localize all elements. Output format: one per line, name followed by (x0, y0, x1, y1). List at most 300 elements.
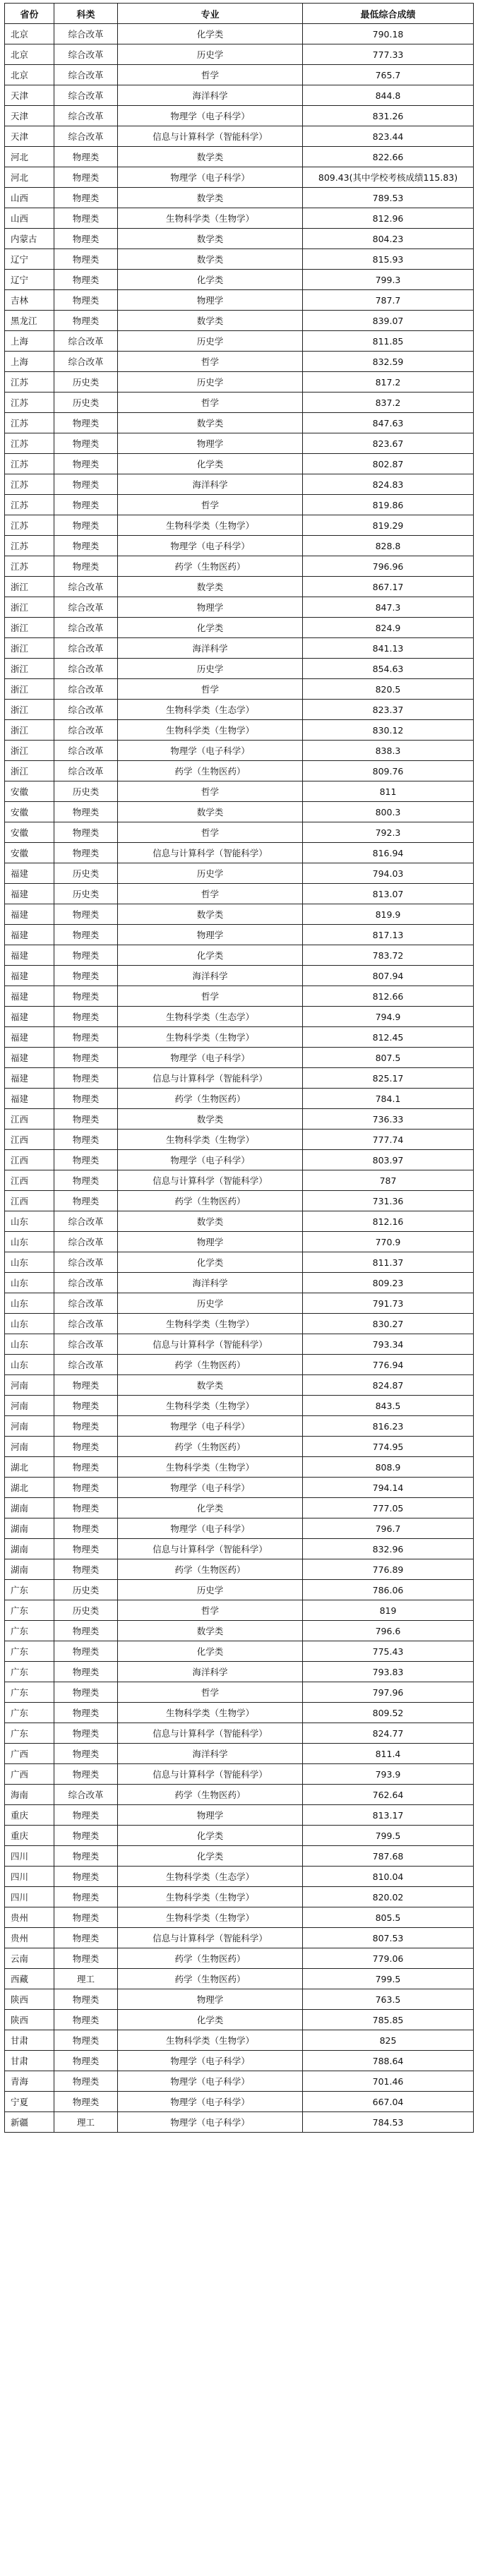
cell-province: 山西 (5, 208, 54, 229)
cell-category: 综合改革 (54, 659, 118, 679)
cell-major: 化学类 (118, 1252, 303, 1273)
cell-province: 黑龙江 (5, 311, 54, 331)
cell-category: 综合改革 (54, 1232, 118, 1252)
cell-min-score: 775.43 (303, 1641, 474, 1662)
header-category: 科类 (54, 4, 118, 24)
score-table (4, 3, 474, 2133)
cell-category: 物理类 (54, 1130, 118, 1150)
table-row (5, 188, 474, 208)
cell-major: 数学类 (118, 1621, 303, 1641)
cell-province: 广东 (5, 1662, 54, 1682)
cell-province: 河北 (5, 167, 54, 188)
cell-province: 广西 (5, 1764, 54, 1785)
header-min-score: 最低综合成绩 (303, 4, 474, 24)
cell-category: 物理类 (54, 1928, 118, 1948)
cell-major: 物理学（电子科学） (118, 1518, 303, 1539)
cell-major: 物理学（电子科学） (118, 1048, 303, 1068)
cell-category: 物理类 (54, 1191, 118, 1211)
cell-min-score: 844.8 (303, 85, 474, 106)
cell-category: 物理类 (54, 1518, 118, 1539)
cell-province: 北京 (5, 24, 54, 44)
table-row (5, 1785, 474, 1805)
table-row (5, 741, 474, 761)
cell-category: 物理类 (54, 1416, 118, 1437)
cell-category: 物理类 (54, 1662, 118, 1682)
cell-min-score: 832.96 (303, 1539, 474, 1559)
cell-category: 综合改革 (54, 597, 118, 618)
cell-province: 福建 (5, 1027, 54, 1048)
table-row (5, 1744, 474, 1764)
table-row (5, 638, 474, 659)
table-row (5, 802, 474, 822)
cell-category: 综合改革 (54, 24, 118, 44)
cell-min-score: 817.2 (303, 372, 474, 393)
table-row (5, 1007, 474, 1027)
cell-major: 物理学（电子科学） (118, 741, 303, 761)
cell-major: 生物科学类（生物学） (118, 1703, 303, 1723)
cell-major: 哲学 (118, 495, 303, 515)
cell-category: 物理类 (54, 1744, 118, 1764)
table-row (5, 597, 474, 618)
table-row (5, 1478, 474, 1498)
cell-min-score: 819.86 (303, 495, 474, 515)
cell-major: 药学（生物医药） (118, 761, 303, 781)
cell-category: 物理类 (54, 1048, 118, 1068)
cell-category: 综合改革 (54, 85, 118, 106)
cell-major: 生物科学类（生物学） (118, 1457, 303, 1478)
cell-major: 哲学 (118, 884, 303, 904)
cell-province: 浙江 (5, 577, 54, 597)
table-header-row (5, 4, 474, 24)
cell-major: 化学类 (118, 454, 303, 474)
cell-category: 综合改革 (54, 618, 118, 638)
table-row (5, 1989, 474, 2010)
table-row (5, 1089, 474, 1109)
table-row (5, 106, 474, 126)
cell-category: 物理类 (54, 290, 118, 311)
cell-province: 江苏 (5, 495, 54, 515)
cell-min-score: 794.9 (303, 1007, 474, 1027)
cell-province: 广西 (5, 1744, 54, 1764)
cell-major: 药学（生物医药） (118, 556, 303, 577)
cell-major: 海洋科学 (118, 966, 303, 986)
cell-province: 安徽 (5, 781, 54, 802)
cell-major: 物理学（电子科学） (118, 1150, 303, 1170)
cell-min-score: 796.7 (303, 1518, 474, 1539)
cell-min-score: 823.37 (303, 700, 474, 720)
cell-category: 物理类 (54, 1375, 118, 1396)
cell-category: 理工 (54, 2112, 118, 2133)
cell-min-score: 796.96 (303, 556, 474, 577)
cell-min-score: 799.3 (303, 270, 474, 290)
table-row (5, 515, 474, 536)
cell-category: 物理类 (54, 822, 118, 843)
cell-major: 数学类 (118, 311, 303, 331)
cell-min-score: 794.03 (303, 863, 474, 884)
cell-province: 江西 (5, 1109, 54, 1130)
cell-min-score: 822.66 (303, 147, 474, 167)
table-row (5, 577, 474, 597)
cell-category: 综合改革 (54, 65, 118, 85)
cell-province: 浙江 (5, 638, 54, 659)
table-row (5, 474, 474, 495)
cell-province: 江苏 (5, 536, 54, 556)
cell-min-score: 807.5 (303, 1048, 474, 1068)
cell-province: 江苏 (5, 556, 54, 577)
cell-province: 上海 (5, 352, 54, 372)
cell-major: 物理学 (118, 1232, 303, 1252)
cell-category: 物理类 (54, 433, 118, 454)
cell-category: 综合改革 (54, 1355, 118, 1375)
cell-major: 化学类 (118, 1846, 303, 1867)
cell-min-score: 854.63 (303, 659, 474, 679)
cell-province: 福建 (5, 1089, 54, 1109)
cell-province: 福建 (5, 904, 54, 925)
cell-min-score: 816.94 (303, 843, 474, 863)
cell-min-score: 774.95 (303, 1437, 474, 1457)
cell-min-score: 787.68 (303, 1846, 474, 1867)
cell-min-score: 794.14 (303, 1478, 474, 1498)
table-row (5, 44, 474, 65)
table-row (5, 1109, 474, 1130)
cell-province: 北京 (5, 65, 54, 85)
cell-major: 哲学 (118, 986, 303, 1007)
cell-min-score: 784.53 (303, 2112, 474, 2133)
cell-province: 吉林 (5, 290, 54, 311)
cell-major: 数学类 (118, 1109, 303, 1130)
cell-min-score: 787.7 (303, 290, 474, 311)
table-row (5, 761, 474, 781)
cell-province: 广东 (5, 1723, 54, 1744)
table-row (5, 536, 474, 556)
cell-province: 宁夏 (5, 2092, 54, 2112)
cell-province: 山东 (5, 1334, 54, 1355)
cell-min-score: 776.94 (303, 1355, 474, 1375)
table-row (5, 2112, 474, 2133)
cell-major: 哲学 (118, 679, 303, 700)
cell-min-score: 800.3 (303, 802, 474, 822)
cell-major: 数学类 (118, 1211, 303, 1232)
table-row (5, 659, 474, 679)
cell-major: 哲学 (118, 822, 303, 843)
cell-category: 综合改革 (54, 761, 118, 781)
table-row (5, 1048, 474, 1068)
table-row (5, 1170, 474, 1191)
cell-category: 综合改革 (54, 1314, 118, 1334)
cell-min-score: 825.17 (303, 1068, 474, 1089)
cell-min-score: 867.17 (303, 577, 474, 597)
cell-min-score: 823.67 (303, 433, 474, 454)
table-row (5, 331, 474, 352)
cell-province: 广东 (5, 1621, 54, 1641)
cell-category: 物理类 (54, 249, 118, 270)
cell-province: 天津 (5, 85, 54, 106)
cell-min-score: 847.3 (303, 597, 474, 618)
cell-major: 生物科学类（生物学） (118, 2030, 303, 2051)
cell-major: 数学类 (118, 188, 303, 208)
cell-category: 综合改革 (54, 1211, 118, 1232)
cell-min-score: 811.4 (303, 1744, 474, 1764)
cell-category: 综合改革 (54, 720, 118, 741)
cell-major: 生物科学类（生态学） (118, 1007, 303, 1027)
cell-province: 浙江 (5, 761, 54, 781)
cell-min-score: 816.23 (303, 1416, 474, 1437)
cell-major: 海洋科学 (118, 474, 303, 495)
cell-min-score: 847.63 (303, 413, 474, 433)
cell-category: 物理类 (54, 966, 118, 986)
table-row (5, 1375, 474, 1396)
cell-major: 物理学（电子科学） (118, 1478, 303, 1498)
cell-category: 物理类 (54, 147, 118, 167)
table-row (5, 413, 474, 433)
cell-category: 物理类 (54, 1989, 118, 2010)
cell-major: 药学（生物医药） (118, 1437, 303, 1457)
table-row (5, 1314, 474, 1334)
table-row (5, 700, 474, 720)
cell-province: 西藏 (5, 1969, 54, 1989)
cell-province: 广东 (5, 1600, 54, 1621)
cell-category: 物理类 (54, 1457, 118, 1478)
cell-province: 辽宁 (5, 249, 54, 270)
cell-category: 物理类 (54, 2030, 118, 2051)
cell-category: 物理类 (54, 188, 118, 208)
cell-province: 广东 (5, 1641, 54, 1662)
table-row (5, 24, 474, 44)
cell-major: 化学类 (118, 1641, 303, 1662)
cell-major: 生物科学类（生态学） (118, 1867, 303, 1887)
cell-category: 历史类 (54, 781, 118, 802)
cell-province: 甘肃 (5, 2030, 54, 2051)
cell-min-score: 779.06 (303, 1948, 474, 1969)
cell-min-score: 793.34 (303, 1334, 474, 1355)
cell-min-score: 803.97 (303, 1150, 474, 1170)
cell-major: 哲学 (118, 781, 303, 802)
cell-min-score: 792.3 (303, 822, 474, 843)
cell-category: 历史类 (54, 372, 118, 393)
cell-province: 江西 (5, 1150, 54, 1170)
cell-province: 海南 (5, 1785, 54, 1805)
cell-min-score: 812.16 (303, 1211, 474, 1232)
cell-category: 综合改革 (54, 126, 118, 147)
cell-major: 药学（生物医药） (118, 1785, 303, 1805)
cell-province: 山东 (5, 1232, 54, 1252)
cell-min-score: 762.64 (303, 1785, 474, 1805)
cell-major: 化学类 (118, 1498, 303, 1518)
table-row (5, 986, 474, 1007)
cell-min-score: 807.94 (303, 966, 474, 986)
cell-province: 安徽 (5, 822, 54, 843)
cell-major: 生物科学类（生物学） (118, 720, 303, 741)
cell-major: 海洋科学 (118, 85, 303, 106)
cell-min-score: 841.13 (303, 638, 474, 659)
table-row (5, 1252, 474, 1273)
cell-category: 综合改革 (54, 741, 118, 761)
table-row (5, 884, 474, 904)
cell-min-score: 812.96 (303, 208, 474, 229)
cell-min-score: 804.23 (303, 229, 474, 249)
cell-min-score: 797.96 (303, 1682, 474, 1703)
cell-category: 历史类 (54, 884, 118, 904)
cell-category: 物理类 (54, 208, 118, 229)
cell-province: 福建 (5, 966, 54, 986)
cell-major: 历史学 (118, 863, 303, 884)
cell-min-score: 837.2 (303, 393, 474, 413)
cell-min-score: 763.5 (303, 1989, 474, 2010)
table-row (5, 1191, 474, 1211)
cell-category: 物理类 (54, 1764, 118, 1785)
table-row (5, 1764, 474, 1785)
cell-major: 生物科学类（生物学） (118, 1027, 303, 1048)
table-row (5, 1355, 474, 1375)
cell-major: 生物科学类（生物学） (118, 515, 303, 536)
cell-province: 陕西 (5, 1989, 54, 2010)
cell-category: 物理类 (54, 1089, 118, 1109)
cell-province: 四川 (5, 1887, 54, 1907)
table-row (5, 1293, 474, 1314)
table-row (5, 1232, 474, 1252)
table-row (5, 1273, 474, 1293)
cell-province: 福建 (5, 1048, 54, 1068)
cell-major: 药学（生物医药） (118, 1355, 303, 1375)
cell-major: 物理学 (118, 433, 303, 454)
cell-category: 综合改革 (54, 1334, 118, 1355)
cell-category: 物理类 (54, 536, 118, 556)
cell-category: 物理类 (54, 270, 118, 290)
table-body (5, 24, 474, 2133)
cell-category: 物理类 (54, 1478, 118, 1498)
cell-min-score: 843.5 (303, 1396, 474, 1416)
cell-province: 贵州 (5, 1928, 54, 1948)
table-row (5, 843, 474, 863)
cell-category: 历史类 (54, 1580, 118, 1600)
cell-category: 物理类 (54, 1907, 118, 1928)
table-row (5, 433, 474, 454)
cell-category: 物理类 (54, 1641, 118, 1662)
cell-category: 物理类 (54, 1396, 118, 1416)
cell-province: 浙江 (5, 741, 54, 761)
cell-min-score: 777.05 (303, 1498, 474, 1518)
cell-major: 信息与计算科学（智能科学） (118, 1764, 303, 1785)
cell-major: 数学类 (118, 904, 303, 925)
cell-province: 重庆 (5, 1826, 54, 1846)
cell-province: 山东 (5, 1314, 54, 1334)
cell-min-score: 811.37 (303, 1252, 474, 1273)
cell-category: 物理类 (54, 167, 118, 188)
table-row (5, 966, 474, 986)
cell-major: 数学类 (118, 229, 303, 249)
cell-province: 河南 (5, 1437, 54, 1457)
table-row (5, 372, 474, 393)
cell-major: 化学类 (118, 618, 303, 638)
cell-min-score: 824.83 (303, 474, 474, 495)
cell-major: 物理学（电子科学） (118, 536, 303, 556)
table-row (5, 249, 474, 270)
table-row (5, 1907, 474, 1928)
cell-major: 信息与计算科学（智能科学） (118, 1723, 303, 1744)
cell-major: 海洋科学 (118, 1744, 303, 1764)
cell-province: 重庆 (5, 1805, 54, 1826)
cell-province: 天津 (5, 106, 54, 126)
cell-major: 海洋科学 (118, 1273, 303, 1293)
cell-province: 内蒙古 (5, 229, 54, 249)
cell-min-score: 799.5 (303, 1969, 474, 1989)
cell-category: 物理类 (54, 1948, 118, 1969)
cell-province: 浙江 (5, 720, 54, 741)
cell-min-score: 820.5 (303, 679, 474, 700)
table-row (5, 1621, 474, 1641)
cell-major: 化学类 (118, 24, 303, 44)
cell-major: 数学类 (118, 802, 303, 822)
cell-min-score: 815.93 (303, 249, 474, 270)
cell-min-score: 831.26 (303, 106, 474, 126)
table-row (5, 1027, 474, 1048)
table-row (5, 822, 474, 843)
cell-major: 物理学（电子科学） (118, 2051, 303, 2071)
table-row (5, 1518, 474, 1539)
cell-min-score: 802.87 (303, 454, 474, 474)
cell-province: 北京 (5, 44, 54, 65)
cell-category: 物理类 (54, 1703, 118, 1723)
cell-province: 上海 (5, 331, 54, 352)
cell-min-score: 817.13 (303, 925, 474, 945)
cell-province: 广东 (5, 1682, 54, 1703)
cell-province: 山东 (5, 1293, 54, 1314)
cell-province: 江苏 (5, 372, 54, 393)
cell-category: 物理类 (54, 1887, 118, 1907)
table-row (5, 1211, 474, 1232)
table-row (5, 904, 474, 925)
cell-province: 广东 (5, 1703, 54, 1723)
cell-min-score: 783.72 (303, 945, 474, 966)
cell-major: 生物科学类（生物学） (118, 1907, 303, 1928)
cell-min-score: 813.17 (303, 1805, 474, 1826)
cell-category: 综合改革 (54, 638, 118, 659)
cell-category: 物理类 (54, 843, 118, 863)
table-row (5, 1928, 474, 1948)
cell-major: 信息与计算科学（智能科学） (118, 1539, 303, 1559)
cell-province: 山东 (5, 1211, 54, 1232)
cell-min-score: 830.12 (303, 720, 474, 741)
table-row (5, 1826, 474, 1846)
cell-major: 生物科学类（生物学） (118, 1396, 303, 1416)
cell-category: 综合改革 (54, 331, 118, 352)
table-row (5, 1846, 474, 1867)
cell-category: 物理类 (54, 1150, 118, 1170)
table-row (5, 393, 474, 413)
table-row (5, 1150, 474, 1170)
cell-min-score: 824.9 (303, 618, 474, 638)
table-row (5, 1662, 474, 1682)
table-row (5, 1068, 474, 1089)
cell-category: 物理类 (54, 556, 118, 577)
cell-province: 湖北 (5, 1457, 54, 1478)
cell-category: 物理类 (54, 2010, 118, 2030)
table-row (5, 1969, 474, 1989)
cell-min-score: 793.83 (303, 1662, 474, 1682)
cell-major: 信息与计算科学（智能科学） (118, 1068, 303, 1089)
cell-category: 理工 (54, 1969, 118, 1989)
cell-min-score: 805.5 (303, 1907, 474, 1928)
cell-province: 湖南 (5, 1518, 54, 1539)
table-row (5, 2092, 474, 2112)
cell-min-score: 808.9 (303, 1457, 474, 1478)
cell-category: 物理类 (54, 1826, 118, 1846)
cell-category: 物理类 (54, 1170, 118, 1191)
cell-category: 物理类 (54, 1805, 118, 1826)
cell-province: 福建 (5, 925, 54, 945)
cell-min-score: 811.85 (303, 331, 474, 352)
table-row (5, 1948, 474, 1969)
